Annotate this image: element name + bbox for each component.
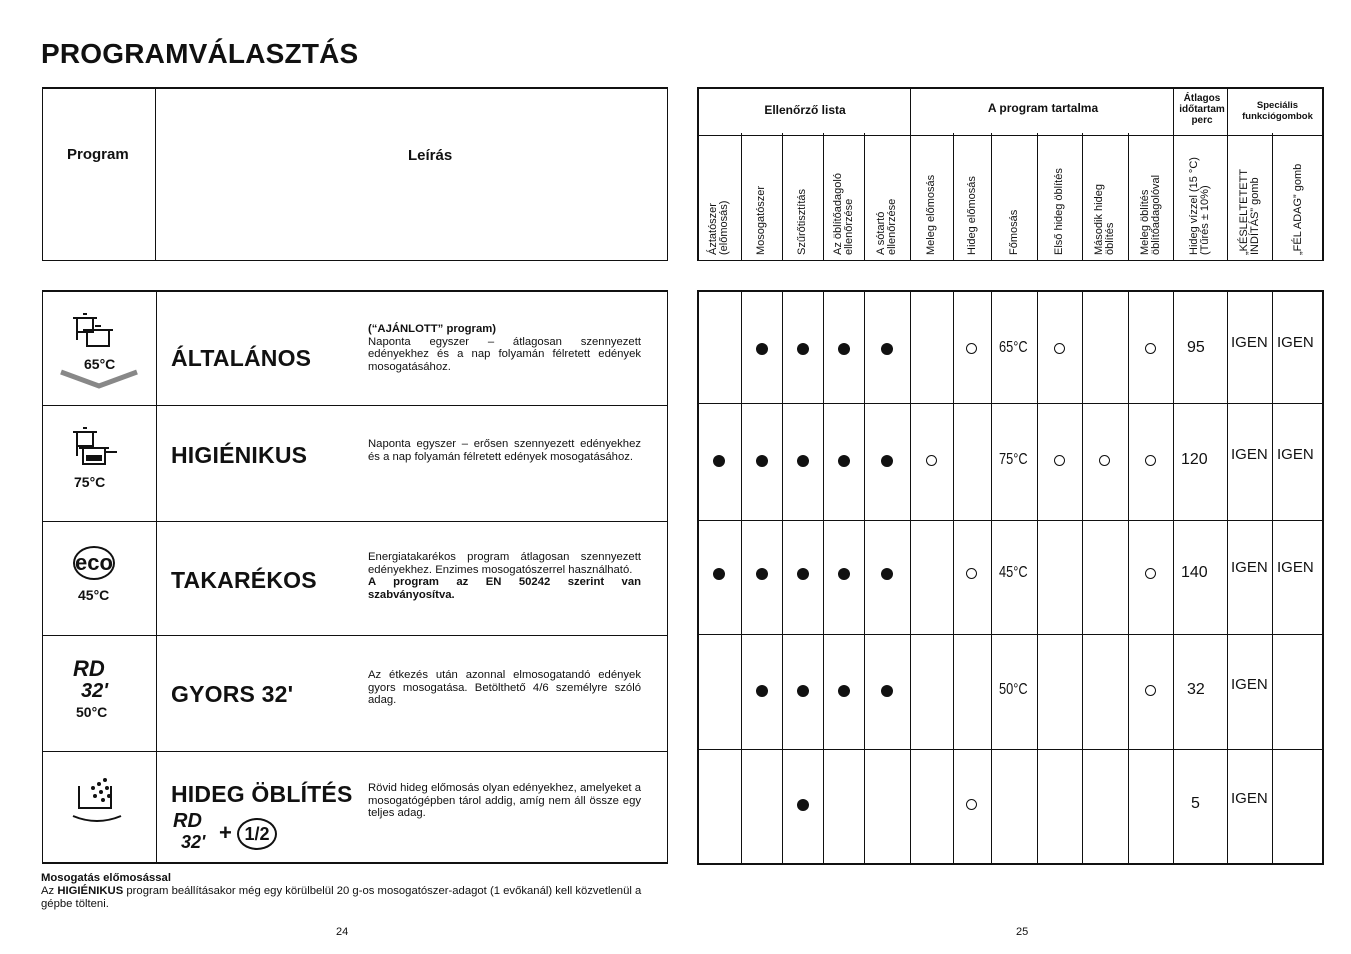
avg-duration-value: 120 (1181, 451, 1208, 468)
column-header: „FÉL ADAG” gomb (1292, 163, 1304, 255)
program-name: ÁLTALÁNOS (171, 345, 312, 371)
group-separator (699, 135, 1322, 136)
half-load-value: IGEN (1277, 559, 1314, 576)
table-row (43, 636, 667, 752)
rapid-icon: RD (73, 656, 105, 681)
filled-dot (797, 455, 809, 467)
column-header: Meleg előmosás (925, 174, 937, 255)
main-wash-temp: 45°C (999, 564, 1028, 581)
column-header: Első hideg öblítés (1053, 168, 1065, 255)
body-column-separator (741, 290, 742, 865)
filled-dot (756, 568, 768, 580)
header-column-separator (991, 133, 992, 261)
avg-duration-value: 5 (1191, 795, 1200, 812)
delayed-start-value: IGEN (1231, 790, 1268, 807)
filled-dot (838, 685, 850, 697)
header-column-separator (741, 133, 742, 261)
filled-dot (797, 799, 809, 811)
avg-duration-value: 95 (1187, 339, 1205, 356)
column-header: Szűrőtisztítás (796, 188, 808, 255)
program-name: TAKARÉKOS (171, 567, 317, 593)
checklist-header: Ellenőrző lista (764, 103, 846, 117)
program-matrix (697, 87, 1324, 865)
icon-temp: 65°C (84, 356, 116, 372)
header-column-separator (782, 133, 783, 261)
note-text-post: program beállításakor még egy körülbelül 20 g-os mosogatószer-adagot (1 evőkanál) kell közvetlenül a gépbe tölteni. (41, 885, 642, 910)
program-header: Program (67, 146, 129, 163)
body-column-separator (864, 290, 865, 865)
empty-circle (966, 343, 977, 354)
table-row (43, 752, 667, 864)
avg-duration-value: 140 (1181, 564, 1208, 581)
table-row (43, 522, 667, 636)
icon-temp: 50°C (76, 704, 108, 720)
column-header: A sótartó ellenőrzése (875, 198, 898, 255)
column-header: Hideg vízzel (15 °C) (Tűrés ± 10%) (1188, 157, 1211, 255)
eco-label: eco (75, 550, 113, 575)
column-header: Mosogatószer (755, 185, 767, 255)
column-header: Az öblítőadagoló ellenőrzése (832, 173, 855, 255)
header-column-separator (1037, 133, 1038, 261)
header-column-separator (953, 133, 954, 261)
main-wash-temp: 65°C (999, 339, 1028, 356)
program-name: HIDEG ÖBLÍTÉS (171, 781, 353, 807)
note-heading: Mosogatás előmosással (41, 872, 171, 884)
filled-dot (713, 455, 725, 467)
filled-dot (797, 568, 809, 580)
filled-dot (756, 685, 768, 697)
row-separator (697, 520, 1324, 521)
avg-duration-header: Átlagos időtartam perc (1179, 93, 1225, 126)
program-description (368, 551, 641, 601)
header-column-separator (823, 133, 824, 261)
pots-icon (43, 292, 156, 402)
prewash-note (41, 872, 671, 911)
filled-dot (881, 343, 893, 355)
filled-dot (881, 455, 893, 467)
filled-dot (881, 568, 893, 580)
header-column-separator (1128, 133, 1129, 261)
rapid-32-label: 32' (181, 832, 206, 852)
main-wash-temp: 50°C (999, 681, 1028, 698)
program-description: Naponta egyszer – erősen szennyezett edényekhez és a nap folyamán félretett edények mosogatásához. (368, 438, 641, 463)
icon-temp: 45°C (78, 587, 110, 603)
rapid-icon: RD (173, 810, 202, 832)
rinse-spray-icon (43, 752, 156, 864)
desc-text: Naponta egyszer – átlagosan szennyezett edényekhez és a nap folyamán félretett edények mosogatásához. (368, 335, 641, 373)
program-table (42, 290, 668, 864)
program-description (368, 323, 641, 373)
column-header: Második hideg öblítés (1093, 184, 1116, 255)
body-column-separator (1173, 290, 1174, 865)
filled-dot (881, 685, 893, 697)
row-separator (697, 634, 1324, 635)
body-column-separator (782, 290, 783, 865)
delayed-start-value: IGEN (1231, 676, 1268, 693)
filled-dot (797, 343, 809, 355)
empty-circle (926, 455, 937, 466)
column-header: Hideg előmosás (966, 176, 978, 255)
description-header: Leírás (408, 147, 453, 164)
header-column-separator (1082, 133, 1083, 261)
half-load-value: IGEN (1277, 334, 1314, 351)
body-column-separator (1128, 290, 1129, 865)
empty-circle (1145, 685, 1156, 696)
filled-dot (838, 343, 850, 355)
header-column-separator (910, 87, 911, 261)
filled-dot (838, 568, 850, 580)
empty-circle (1054, 343, 1065, 354)
body-column-separator (823, 290, 824, 865)
page-number-right: 25 (1016, 926, 1029, 938)
empty-circle (966, 799, 977, 810)
program-description: Az étkezés után azonnal elmosogatandó edények gyors mosogatása. Betölthető 4/6 személyre szóló adag. (368, 669, 641, 706)
avg-duration-value: 32 (1187, 681, 1205, 698)
body-column-separator (1272, 290, 1273, 865)
plus-sign: + (219, 820, 232, 845)
empty-circle (1054, 455, 1065, 466)
note-bold: HIGIÉNIKUS (57, 885, 124, 897)
header-column-separator (1173, 87, 1174, 261)
empty-circle (1145, 568, 1156, 579)
column-header: „KÉSLELTETETT INDÍTÁS” gomb (1238, 169, 1261, 255)
filled-dot (756, 343, 768, 355)
empty-circle (1145, 343, 1156, 354)
half-load-value: IGEN (1277, 446, 1314, 463)
body-column-separator (953, 290, 954, 865)
icon-temp: 75°C (74, 474, 106, 490)
header-column-separator (1227, 87, 1228, 261)
desc-bold-tail: A program az EN 50242 szerint van szabványosítva. (368, 576, 641, 601)
delayed-start-value: IGEN (1231, 446, 1268, 463)
page-title: PROGRAMVÁLASZTÁS (41, 38, 359, 69)
empty-circle (1099, 455, 1110, 466)
row-separator (697, 403, 1324, 404)
desc-bold-lead: (“AJÁNLOTT” program) (368, 323, 497, 335)
program-description: Rövid hideg előmosás olyan edényekhez, amelyeket a mosogatógépben tárol addig, amíg nem áll össze egy teljes adag. (368, 782, 641, 819)
rapid-32-label: 32' (81, 680, 109, 702)
special-functions-header: Speciális funkciógombok (1242, 100, 1313, 122)
note-text-pre: Az (41, 885, 58, 897)
main-wash-temp: 75°C (999, 451, 1028, 468)
filled-dot (756, 455, 768, 467)
page-number-left: 24 (336, 926, 349, 938)
delayed-start-value: IGEN (1231, 559, 1268, 576)
program-name: GYORS 32' (171, 681, 294, 707)
left-table-header (42, 87, 668, 261)
program-name: HIGIÉNIKUS (171, 442, 308, 468)
column-header: Meleg öblítés öblítőadagolóval (1139, 174, 1162, 255)
filled-dot (713, 568, 725, 580)
body-column-separator (1037, 290, 1038, 865)
table-row (43, 406, 667, 522)
row-separator (697, 749, 1324, 750)
empty-circle (1145, 455, 1156, 466)
header-column-separator (864, 133, 865, 261)
empty-circle (966, 568, 977, 579)
body-column-separator (1082, 290, 1083, 865)
delayed-start-value: IGEN (1231, 334, 1268, 351)
column-header: Főmosás (1008, 209, 1020, 255)
body-column-separator (910, 290, 911, 865)
filled-dot (838, 455, 850, 467)
column-header: Áztatószer (előmosás) (707, 200, 730, 255)
body-column-separator (1227, 290, 1228, 865)
half-load-icon: 1/2 (237, 818, 277, 850)
table-row (43, 292, 667, 406)
desc-text: Energiatakarékos program átlagosan szennyezett edényekhez. Enzimes mosogatószerrel használható. (368, 551, 641, 576)
filled-dot (797, 685, 809, 697)
program-content-header: A program tartalma (987, 101, 1099, 115)
header-column-separator (1272, 133, 1273, 261)
body-column-separator (991, 290, 992, 865)
